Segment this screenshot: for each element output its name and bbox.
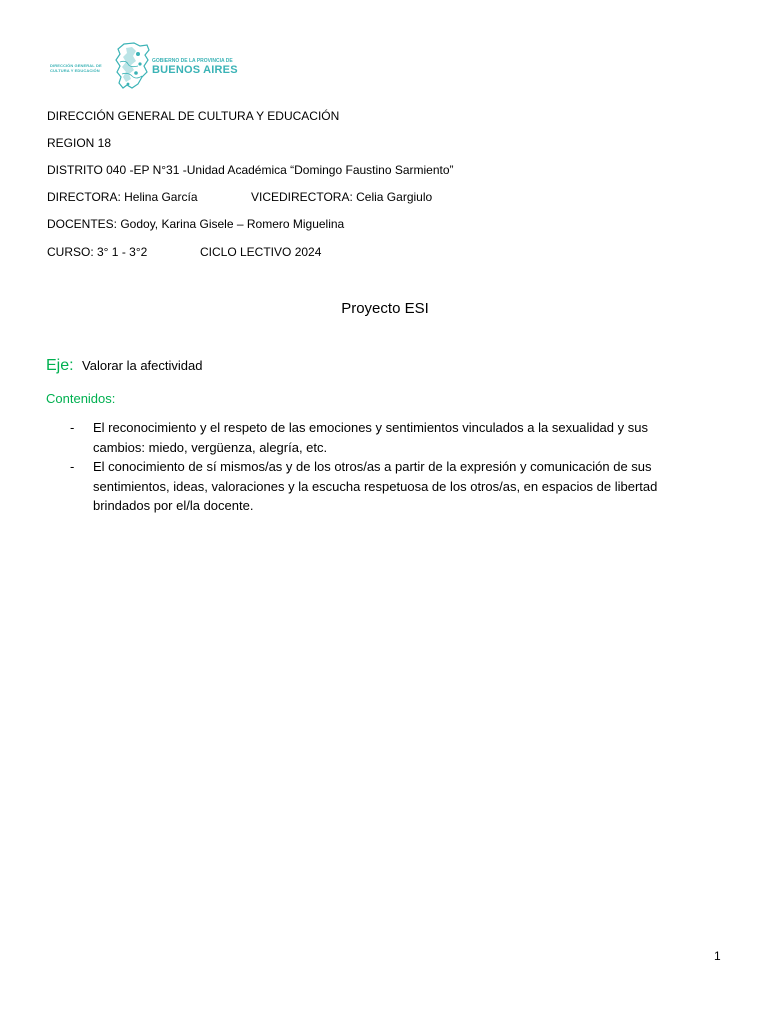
header-logo <box>48 42 248 92</box>
logo-left-text <box>50 63 102 73</box>
header-vicedirectora: VICEDIRECTORA: Celia Gargiulo <box>251 190 433 204</box>
bullet-dash: - <box>70 420 75 435</box>
logo-government-text: GOBIERNO DE LA PROVINCIA DE <box>152 58 233 64</box>
list-item-line: sentimientos, ideas, valoraciones y la escucha respetuosa de los otros/as, en espacios de libertad <box>93 478 658 494</box>
header-docentes: DOCENTES: Godoy, Karina Gisele – Romero Miguelina <box>47 217 345 231</box>
eje-label: Eje: <box>46 357 74 374</box>
logo-buenos-aires-text: BUENOS AIRES <box>152 64 238 76</box>
list-item-line: El reconocimiento y el respeto de las emociones y sentimientos vinculados a la sexualidad y sus <box>93 420 648 435</box>
buenos-aires-province-map-icon <box>114 42 150 90</box>
contenidos-label: Contenidos: <box>46 391 116 406</box>
header-district: DISTRITO 040 -EP N°31 -Unidad Académica “Domingo Faustino Sarmiento” <box>47 163 454 177</box>
bullet-dash: - <box>70 459 75 474</box>
header-ciclo-lectivo: CICLO LECTIVO 2024 <box>200 245 322 259</box>
header-institution: DIRECCIÓN GENERAL DE CULTURA Y EDUCACIÓN <box>47 109 340 123</box>
list-item <box>70 418 720 457</box>
logo-left-line2: CULTURA Y EDUCACIÓN <box>50 68 100 73</box>
list-item-line: brindados por el/la docente. <box>93 498 254 513</box>
list-item-line: cambios: miedo, vergüenza, alegría, etc. <box>93 439 328 455</box>
contenidos-list <box>70 418 720 516</box>
header-directora: DIRECTORA: Helina García <box>47 190 198 204</box>
list-item <box>70 457 720 516</box>
page-number: 1 <box>714 949 721 963</box>
list-item-line: El conocimiento de sí mismos/as y de los otros/as a partir de la expresión y comunicación de sus <box>93 459 652 474</box>
document-title: Proyecto ESI <box>341 300 429 317</box>
header-region: REGION 18 <box>47 136 112 150</box>
eje-section <box>46 357 202 375</box>
eje-text: Valorar la afectividad <box>82 358 203 373</box>
logo-left-line1: DIRECCIÓN GENERAL DE <box>50 63 102 68</box>
header-curso: CURSO: 3° 1 - 3°2 <box>47 245 148 259</box>
